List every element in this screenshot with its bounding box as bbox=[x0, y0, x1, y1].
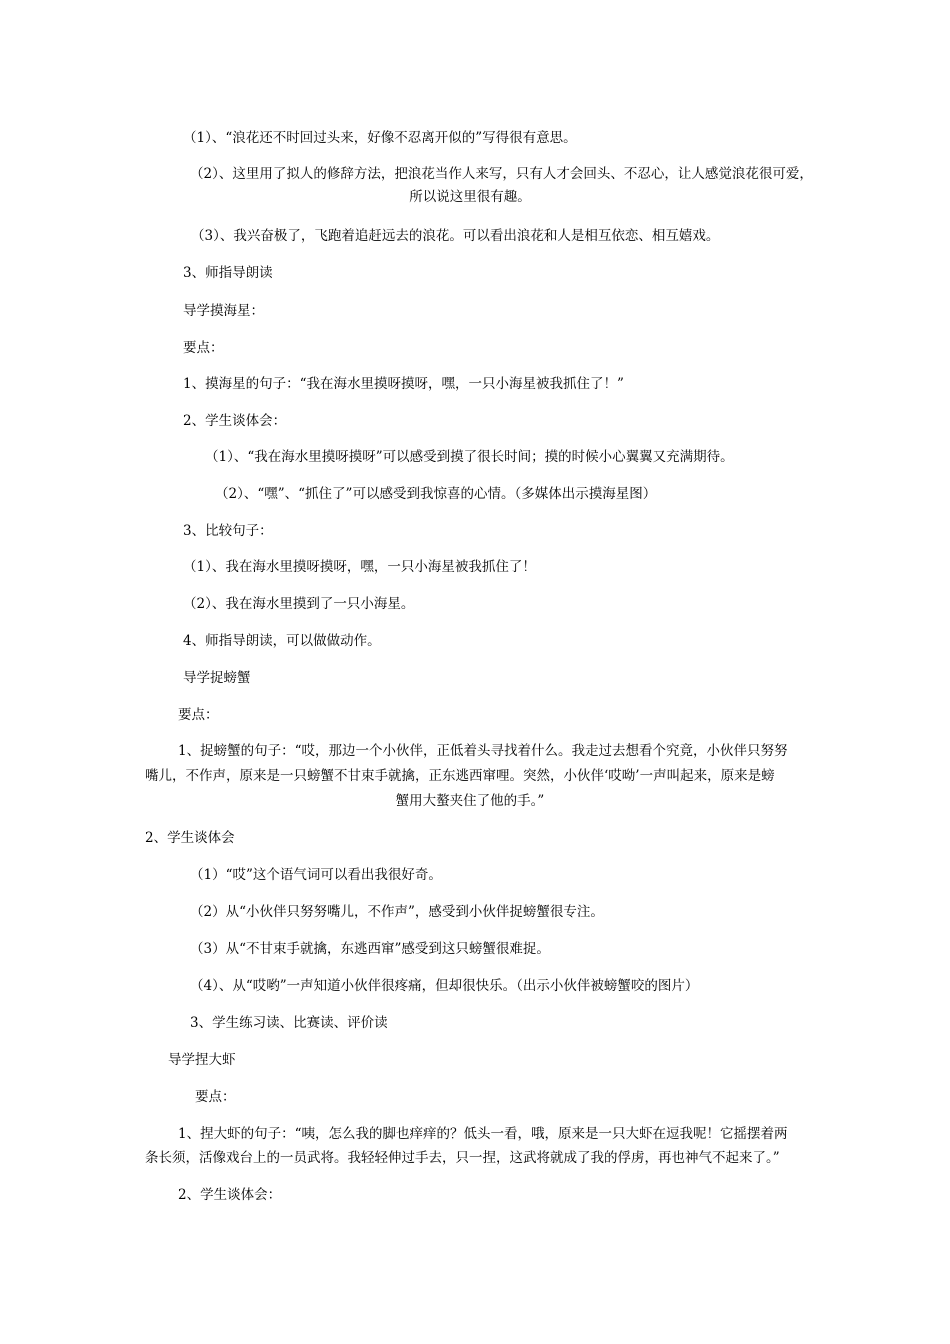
text-line: （4）、从“哎哟”一声知道小伙伴很疼痛，但却很快乐。（出示小伙伴被螃蟹咬的图片） bbox=[190, 978, 699, 994]
section-heading: 导学捏大虾 bbox=[168, 1052, 236, 1068]
section-heading: 导学捉螃蟹 bbox=[183, 670, 251, 686]
text-line: 2、学生谈体会 bbox=[145, 830, 235, 846]
text-line: （3）从“不甘束手就擒，东逃西窜”感受到这只螃蟹很难捉。 bbox=[190, 941, 550, 957]
text-line: （2）、这里用了拟人的修辞方法，把浪花当作人来写，只有人才会回头、不忍心，让人感觉浪花很可爱， bbox=[190, 166, 813, 182]
text-line: 3、师指导朗读 bbox=[183, 265, 273, 281]
text-line: （2）、我在海水里摸到了一只小海星。 bbox=[183, 596, 415, 612]
text-line: 要点： bbox=[183, 340, 224, 356]
text-line: 4、师指导朗读，可以做做动作。 bbox=[183, 633, 381, 649]
text-line: 要点： bbox=[178, 707, 219, 723]
text-line: （1）、我在海水里摸呀摸呀，嘿，一只小海星被我抓住了！ bbox=[183, 559, 536, 575]
text-line: （1）、“浪花还不时回过头来，好像不忍离开似的”写得很有意思。 bbox=[183, 130, 577, 146]
text-line: 条长须，活像戏台上的一员武将。我轻轻伸过手去，只一捏，这武将就成了我的俘虏，再也神气不起来了。” bbox=[145, 1150, 780, 1166]
text-line: 要点： bbox=[195, 1089, 236, 1105]
text-line: 1、捏大虾的句子：“咦，怎么我的脚也痒痒的？低头一看，哦，原来是一只大虾在逗我呢！它摇摆着两 bbox=[178, 1126, 788, 1142]
text-line: （1）“哎”这个语气词可以看出我很好奇。 bbox=[190, 867, 442, 883]
text-line: 2、学生谈体会： bbox=[178, 1187, 282, 1203]
text-line: 1、摸海星的句子：“我在海水里摸呀摸呀，嘿，一只小海星被我抓住了！” bbox=[183, 376, 624, 392]
text-line: 所以说这里很有趣。 bbox=[409, 189, 531, 205]
text-line: （2）从“小伙伴只努努嘴儿，不作声”，感受到小伙伴捉螃蟹很专注。 bbox=[190, 904, 604, 920]
text-line: 嘴儿，不作声，原来是一只螃蟹不甘束手就擒，正东逃西窜哩。突然，小伙伴‘哎呦’一声叫起来，原来是螃 bbox=[145, 768, 775, 784]
text-line: （2）、“嘿”、“抓住了”可以感受到我惊喜的心情。（多媒体出示摸海星图） bbox=[215, 486, 657, 502]
text-line: （1）、“我在海水里摸呀摸呀”可以感受到摸了很长时间；摸的时候小心翼翼又充满期待。 bbox=[205, 449, 734, 465]
text-line: （3）、我兴奋极了，飞跑着追赶远去的浪花。可以看出浪花和人是相互依恋、相互嬉戏。 bbox=[191, 228, 720, 244]
text-line: 3、比较句子： bbox=[183, 523, 273, 539]
text-line: 1、捉螃蟹的句子：“哎，那边一个小伙伴，正低着头寻找着什么。我走过去想看个究竟，小伙伴只努努 bbox=[178, 743, 788, 759]
section-heading: 导学摸海星： bbox=[183, 303, 264, 319]
text-line: 蟹用大螯夹住了他的手。” bbox=[395, 793, 545, 809]
text-line: 3、学生练习读、比赛读、评价读 bbox=[190, 1015, 388, 1031]
text-line: 2、学生谈体会： bbox=[183, 413, 287, 429]
